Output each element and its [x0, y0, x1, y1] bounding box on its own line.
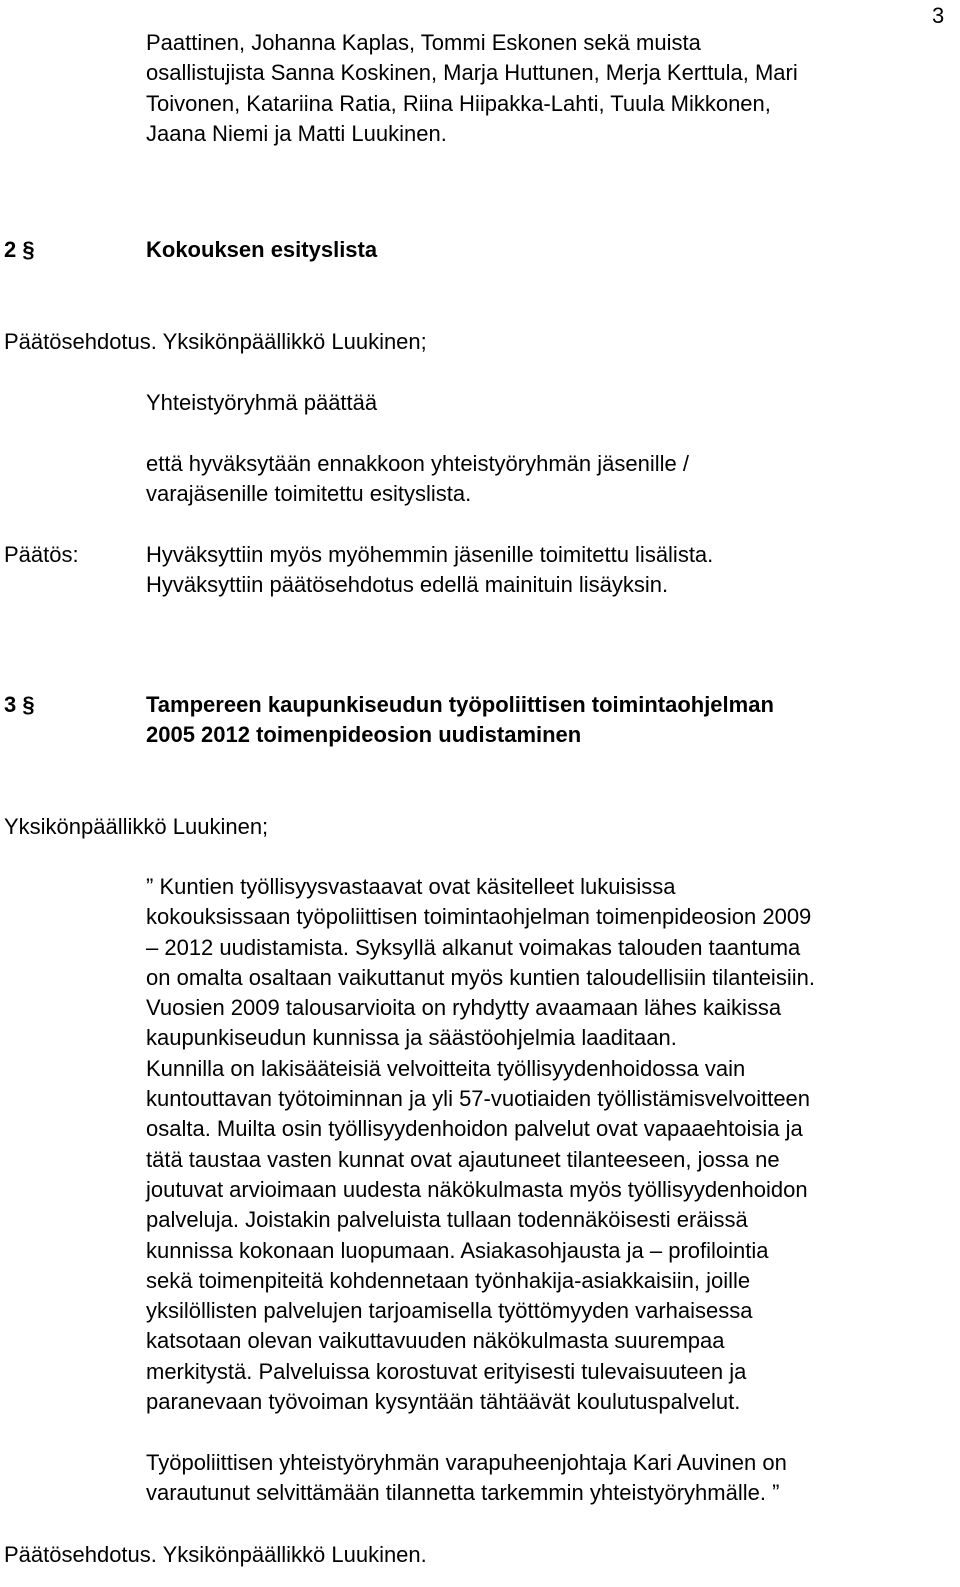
body-line: sekä toimenpiteitä kohdennetaan työnhakija-asiakkaisiin, joille: [146, 1267, 751, 1293]
body-line: kunnissa kokonaan luopumaan. Asiakasohjausta ja – profilointia: [146, 1237, 769, 1263]
body-line: tätä taustaa vasten kunnat ovat ajautuneet tilanteeseen, jossa ne: [146, 1146, 780, 1172]
section3-body-paragraph: [146, 872, 946, 1417]
decision-line: Hyväksyttiin päätösehdotus edellä mainituin lisäyksin.: [146, 572, 669, 598]
page-number: 3: [932, 3, 945, 28]
body-line: kuntouttavan työtoiminnan ja yli 57-vuotiaiden työllistämisvelvoitteen: [146, 1086, 811, 1112]
attendees-paragraph: [146, 28, 946, 149]
body-line: merkitystä. Palveluissa korostuvat erityisesti tulevaisuuteen ja: [146, 1358, 747, 1384]
body-line: yksilöllisten palvelujen tarjoamisella työttömyyden varhaisessa: [146, 1298, 753, 1324]
section2-decision-label: Päätös:: [4, 542, 79, 567]
section3-number: 3 §: [4, 692, 35, 717]
body-line: kaupunkiseudun kunnissa ja säästöohjelmia laaditaan.: [146, 1025, 677, 1051]
attendees-line: Jaana Niemi ja Matti Luukinen.: [146, 120, 447, 146]
body-line: osalta. Muilta osin työllisyydenhoidon palvelut ovat vapaaehtoisia ja: [146, 1116, 803, 1142]
section3-title: [146, 690, 946, 751]
body-line: katsotaan olevan vaikuttavuuden näkökulmasta suurempaa: [146, 1328, 725, 1354]
body-line: Vuosien 2009 talousarvioita on ryhdytty avaamaan lähes kaikissa: [146, 995, 782, 1021]
section2-decision-paragraph: [146, 540, 946, 601]
vice-chair-line: Työpoliittisen yhteistyöryhmän varapuheenjohtaja Kari Auvinen on: [146, 1450, 787, 1475]
section3-vice-chair-paragraph: [146, 1448, 946, 1509]
attendees-line: Paattinen, Johanna Kaplas, Tommi Eskonen sekä muista: [146, 30, 701, 55]
body-line: – 2012 uudistamista. Syksyllä alkanut voimakas talouden taantuma: [146, 934, 801, 960]
body-line: joutuvat arvioimaan uudesta näkökulmasta myös työllisyydenhoidon: [146, 1176, 808, 1202]
body-line: palveluja. Joistakin palveluista tullaan todennäköisesti eräissä: [146, 1207, 748, 1233]
vice-chair-line: varautunut selvittämään tilannetta tarkemmin yhteistyöryhmälle. ”: [146, 1480, 780, 1506]
body-line: paranevaan työvoiman kysyntään tähtäävät koulutuspalvelut.: [146, 1389, 741, 1415]
approval-line: varajäsenille toimitettu esityslista.: [146, 481, 472, 507]
section2-title: Kokouksen esityslista: [146, 237, 378, 262]
attendees-line: osallistujista Sanna Koskinen, Marja Huttunen, Merja Kerttula, Mari: [146, 60, 798, 86]
section2-number: 2 §: [4, 237, 35, 262]
attendees-line: Toivonen, Katariina Ratia, Riina Hiipakka-Lahti, Tuula Mikkonen,: [146, 90, 771, 116]
section3-presenter: Yksikönpäällikkö Luukinen;: [4, 814, 269, 839]
decision-line: Hyväksyttiin myös myöhemmin jäsenille toimitettu lisälista.: [146, 542, 714, 567]
body-line: on omalta osaltaan vaikuttanut myös kuntien taloudellisiin tilanteisiin.: [146, 964, 815, 990]
section3-title-line: Tampereen kaupunkiseudun työpoliittisen toimintaohjelman: [146, 692, 774, 717]
section2-group-decides: Yhteistyöryhmä päättää: [146, 390, 378, 415]
section2-approval-paragraph: [146, 449, 946, 510]
approval-line: että hyväksytään ennakkoon yhteistyöryhmän jäsenille /: [146, 451, 689, 476]
body-line: kokouksissaan työpoliittisen toimintaohjelman toimenpideosion 2009: [146, 904, 812, 930]
body-line: ” Kuntien työllisyysvastaavat ovat käsitelleet lukuisissa: [146, 874, 676, 899]
section2-proposal: Päätösehdotus. Yksikönpäällikkö Luukinen;: [4, 329, 427, 354]
section3-proposal: Päätösehdotus. Yksikönpäällikkö Luukinen.: [4, 1542, 427, 1567]
section3-title-line: 2005 2012 toimenpideosion uudistaminen: [146, 722, 582, 748]
body-line: Kunnilla on lakisääteisiä velvoitteita työllisyydenhoidossa vain: [146, 1055, 746, 1081]
